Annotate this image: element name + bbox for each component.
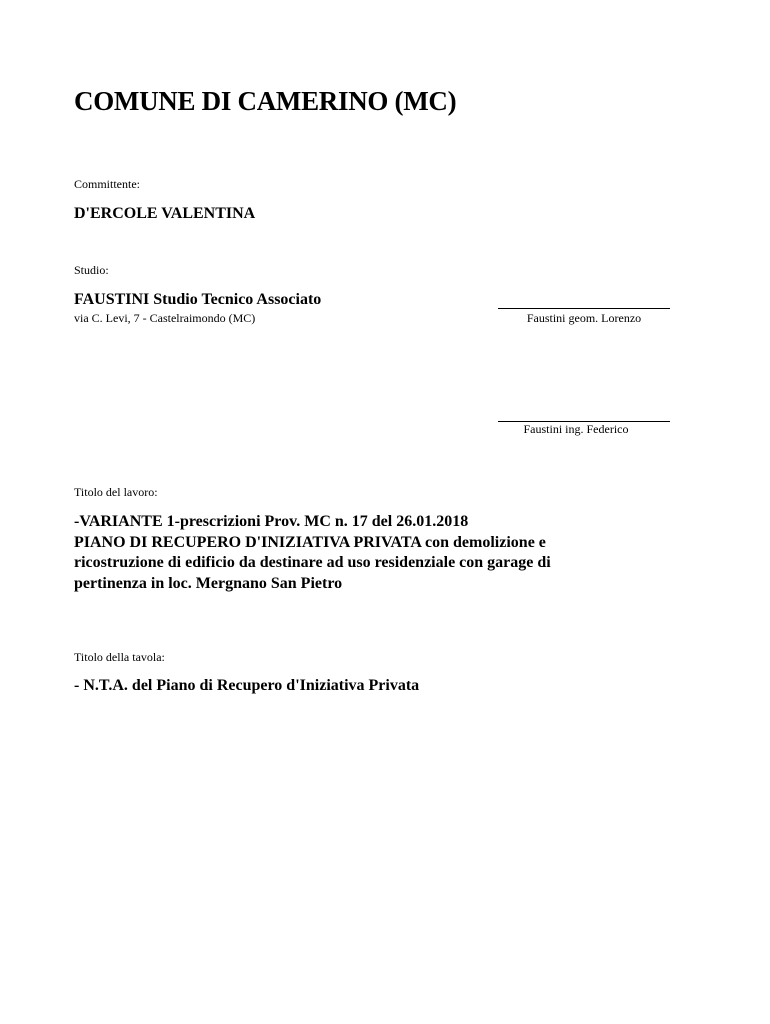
work-title-line: PIANO DI RECUPERO D'INIZIATIVA PRIVATA con demolizione e <box>74 533 546 551</box>
client-name: D'ERCOLE VALENTINA <box>74 205 256 222</box>
work-title-line: -VARIANTE 1-prescrizioni Prov. MC n. 17 del 26.01.2018 <box>74 513 469 530</box>
work-title-line: pertinenza in loc. Mergnano San Pietro <box>74 574 343 592</box>
page-title: COMUNE DI CAMERINO (MC) <box>74 86 457 116</box>
studio-name: FAUSTINI Studio Tecnico Associato <box>74 291 322 308</box>
signature-name-1: Faustini geom. Lorenzo <box>526 311 642 325</box>
table-title: - N.T.A. del Piano di Recupero d'Iniziativa Privata <box>74 677 420 694</box>
work-title-label: Titolo del lavoro: <box>74 485 158 499</box>
studio-label: Studio: <box>74 263 109 277</box>
table-title-label: Titolo della tavola: <box>74 650 165 664</box>
work-title-line: ricostruzione di edificio da destinare ad uso residenziale con garage di <box>74 554 551 571</box>
client-label: Committente: <box>74 177 140 191</box>
work-title <box>74 512 654 594</box>
signature-line-1 <box>498 308 670 309</box>
signature-name-2: Faustini ing. Federico <box>523 422 629 436</box>
studio-address: via C. Levi, 7 - Castelraimondo (MC) <box>74 311 256 325</box>
